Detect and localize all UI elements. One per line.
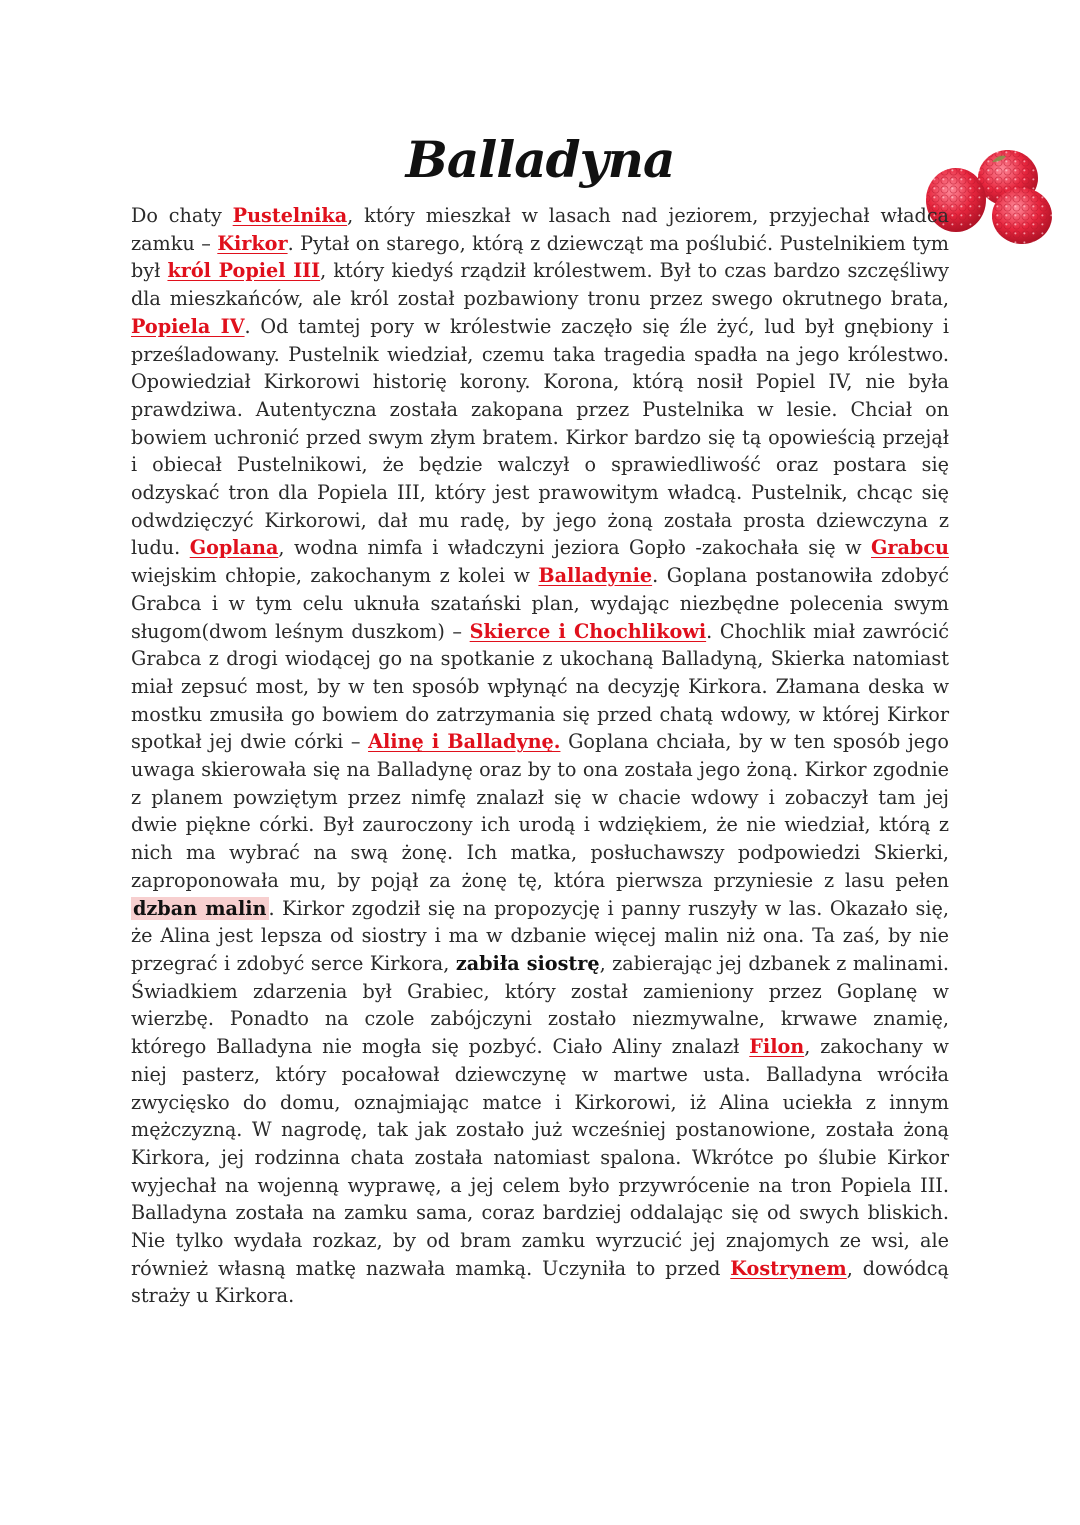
text-run: . Pytał on starego, którą z dziewcząt ma poślubić. Pustelnikiem tym był: [131, 231, 949, 283]
term-pustelnik: Pustelnika: [232, 204, 348, 227]
text-run: , dowódcą straży u Kirkora.: [131, 1256, 949, 1308]
term-kirkor: Kirkor: [217, 231, 288, 255]
term-zabila-siostre: zabiła siostrę: [455, 951, 600, 975]
term-grabiec: Grabcu: [871, 536, 949, 560]
text-run: , który mieszkał w lasach nad jeziorem, przyjechał władca zamku –: [131, 204, 949, 255]
text-run: . Kirkor zgodził się na propozycję i panny ruszyły w las. Okazało się, że Alina jest lepsza od siostry i ma w dzbanie więcej malin niż ona. Ta zaś, by nie przegrać i zdobyć serce Kirkora,: [131, 896, 949, 975]
text-run: wiejskim chłopie, zakochanym z kolei w: [131, 564, 539, 588]
text-run: , zakochany w niej pasterz, który pocałował dziewczynę w martwe usta. Balladyna wróciła zwycięsko do domu, oznajmiając matce i Kirkorowi, iż Alina uciekła z innym mężczyzną. W nagrodę, tak jak zostało już wcześniej postanowione, została żoną Kirkora, jej rodzinna chata została natomiast spalona. Wkrótce po ślubie Kirkor wyjechał na wojenną wyprawę, a jej celem było przywrócenie na tron Popiela III. Balladyna została na zamku sama, coraz bardziej oddalając się od swych bliskich. Nie tylko wydała rozkaz, by od bram zamku wyrzucić jej znajomych ze wsi, ale również własną matkę nazwała mamką. Uczyniła to przed: [131, 1035, 949, 1280]
term-kostryn: Kostrynem: [730, 1256, 847, 1280]
text-run: , zabierając jej dzbanek z malinami. Świadkiem zdarzenia był Grabiec, który został zamieniony przez Goplanę w wierzbę. Ponadto na czole zabójczyni zostało niezmywalne, krwawe znamię, którego Balladyna nie mogła się pozbyć. Ciało Aliny znalazł: [131, 951, 949, 1059]
term-alina-balladyna: Alinę i Balladynę.: [368, 730, 561, 754]
term-skierka-chochlik: Skierce i Chochlikowi: [469, 619, 707, 643]
page-title: Balladyna: [405, 130, 675, 189]
term-goplana: Goplana: [189, 536, 279, 560]
text-run: Goplana chciała, by w ten sposób jego uwaga skierowała się na Balladynę oraz by to ona została jego żoną. Kirkor zgodnie z planem powziętym przez nimfę znalazł się w chacie wdowy i zobaczył tam jej dwie piękne córki. Był zauroczony ich urodą i wdziękiem, że nie wiedział, którą z nich ma wybrać na swą żonę. Ich matka, posłuchawszy podpowiedzi Skierki, zaproponowała mu, by pojął za żonę tę, która pierwsza przyniesie z lasu pełen: [131, 730, 949, 892]
term-popiel-iv: Popiela IV: [131, 314, 245, 338]
term-filon: Filon: [749, 1035, 805, 1059]
text-run: Do chaty: [131, 204, 233, 227]
term-krol-popiel-iii: król Popiel III: [167, 259, 321, 283]
summary-paragraph: [131, 202, 949, 1310]
raspberry-right: [992, 188, 1052, 244]
text-run: , który kiedyś rządził królestwem. Był to czas bardzo szczęśliwy dla mieszkańców, ale król został pozbawiony tronu przez swego okrutnego brata,: [131, 259, 949, 311]
text-run: . Od tamtej pory w królestwie zaczęło się źle żyć, lud był gnębiony i prześladowany. Pustelnik wiedział, czemu taka tragedia spadła na jego królestwo. Opowiedział Kirkorowi historię korony. Korona, którą nosił Popiel IV, nie była prawdziwa. Autentyczna została zakopana przez Pustelnika w lesie. Chciał on bowiem uchronić przed swym złym bratem. Kirkor bardzo się tą opowieścią przejął i obiecał Pustelnikowi, że będzie walczył o sprawiedliwość oraz postara się odzyskać tron dla Popiela III, który jest prawowitym władcą. Pustelnik, chcąc się odwdzięczyć Kirkorowi, dał mu radę, by jego żoną została prosta dziewczyna z ludu.: [131, 314, 949, 560]
text-run: . Goplana postanowiła zdobyć Grabca i w tym celu uknuła szatański plan, wydając niezbędne polecenia swym sługom(dwom leśnym duszkom) –: [131, 564, 949, 643]
term-balladyna: Balladynie: [538, 564, 653, 588]
text-run: . Chochlik miał zawrócić Grabca z drogi wiodącej go na spotkanie z ukochaną Balladyną, Skierka natomiast miał zepsuć most, by w ten sposób wpłynąć na decyzję Kirkora. Złamana deska w mostku zmusiła go bowiem do zatrzymania się przed chatą wdowy, w której Kirkor spotkał jej dwie córki –: [131, 619, 949, 754]
term-dzban-malin: dzban malin: [133, 896, 267, 920]
text-run: , wodna nimfa i władczyni jeziora Gopło -zakochała się w: [278, 536, 871, 560]
